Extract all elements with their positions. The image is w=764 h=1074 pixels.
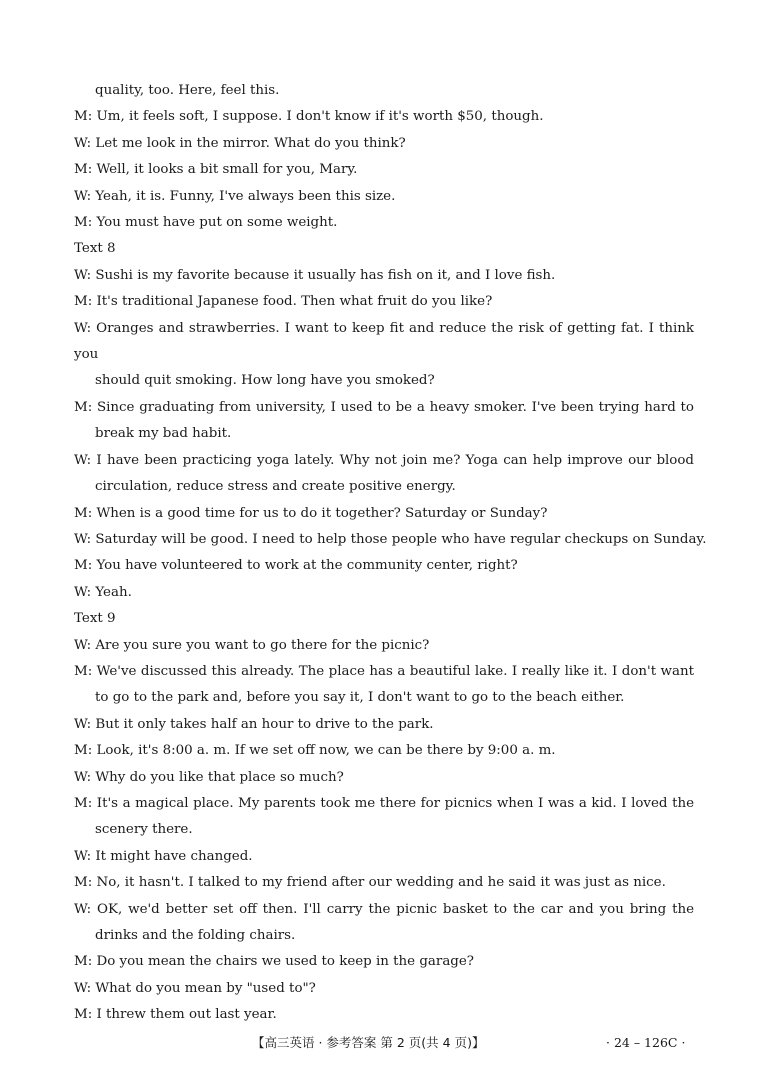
text-line: W: I have been practicing yoga lately. Why not join me? Yoga can help improve our blood (74, 452, 694, 468)
text-line: W: Sushi is my favorite because it usually has fish on it, and I love fish. (74, 267, 556, 283)
text-line: drinks and the folding chairs. (95, 928, 296, 943)
text-line: M: We've discussed this already. The place has a beautiful lake. I really like it. I don't want (74, 663, 694, 679)
text-line: W: It might have changed. (74, 848, 253, 864)
text-line: M: You have volunteered to work at the community center, right? (74, 558, 518, 574)
text-line: W: Are you sure you want to go there for the picnic? (74, 637, 430, 653)
text-line: M: Look, it's 8:00 a. m. If we set off now, we can be there by 9:00 a. m. (74, 743, 556, 759)
page-footer-code: · 24 – 126C · (606, 1035, 686, 1050)
text-line: quality, too. Here, feel this. (95, 83, 280, 98)
text-line: W: But it only takes half an hour to drive to the park. (74, 716, 434, 732)
text-line: M: When is a good time for us to do it together? Saturday or Sunday? (74, 505, 548, 521)
text-line: scenery there. (95, 822, 193, 838)
text-line: W: Saturday will be good. I need to help those people who have regular checkups on Sunday. (74, 531, 707, 547)
text-line: W: Oranges and strawberries. I want to keep fit and reduce the risk of getting fat. I think you (74, 320, 694, 363)
text-line: W: Why do you like that place so much? (74, 769, 344, 785)
text-line: M: No, it hasn't. I talked to my friend after our wedding and he said it was just as nice. (74, 875, 666, 891)
text-line: M: It's a magical place. My parents took me there for picnics when I was a kid. I loved the (74, 795, 694, 811)
text-line: should quit smoking. How long have you smoked? (95, 373, 435, 389)
text-line: M: Well, it looks a bit small for you, Mary. (74, 162, 358, 178)
text-line: W: Yeah. (74, 584, 132, 600)
section-heading-text-9: Text 9 (74, 611, 116, 627)
text-line: M: You must have put on some weight. (74, 215, 338, 231)
text-line: M: Since graduating from university, I used to be a heavy smoker. I've been trying hard to (74, 399, 694, 415)
section-heading-text-8: Text 8 (74, 241, 116, 257)
text-line: break my bad habit. (95, 426, 232, 442)
text-line: M: I threw them out last year. (74, 1007, 277, 1023)
text-line: to go to the park and, before you say it, I don't want to go to the beach either. (95, 690, 625, 706)
text-line: circulation, reduce stress and create positive energy. (95, 479, 456, 495)
text-line: M: It's traditional Japanese food. Then what fruit do you like? (74, 294, 493, 310)
text-line: W: What do you mean by "used to"? (74, 980, 316, 996)
text-line: M: Do you mean the chairs we used to keep in the garage? (74, 954, 474, 970)
page-footer-title: 【高三英语 · 参考答案 第 2 页(共 4 页)】 (252, 1035, 485, 1050)
text-line: W: Yeah, it is. Funny, I've always been this size. (74, 188, 396, 204)
text-line: W: Let me look in the mirror. What do you think? (74, 135, 406, 151)
text-line: M: Um, it feels soft, I suppose. I don't know if it's worth $50, though. (74, 109, 544, 125)
document-body (74, 78, 707, 1029)
text-line: W: OK, we'd better set off then. I'll carry the picnic basket to the car and you bring the (74, 901, 694, 917)
